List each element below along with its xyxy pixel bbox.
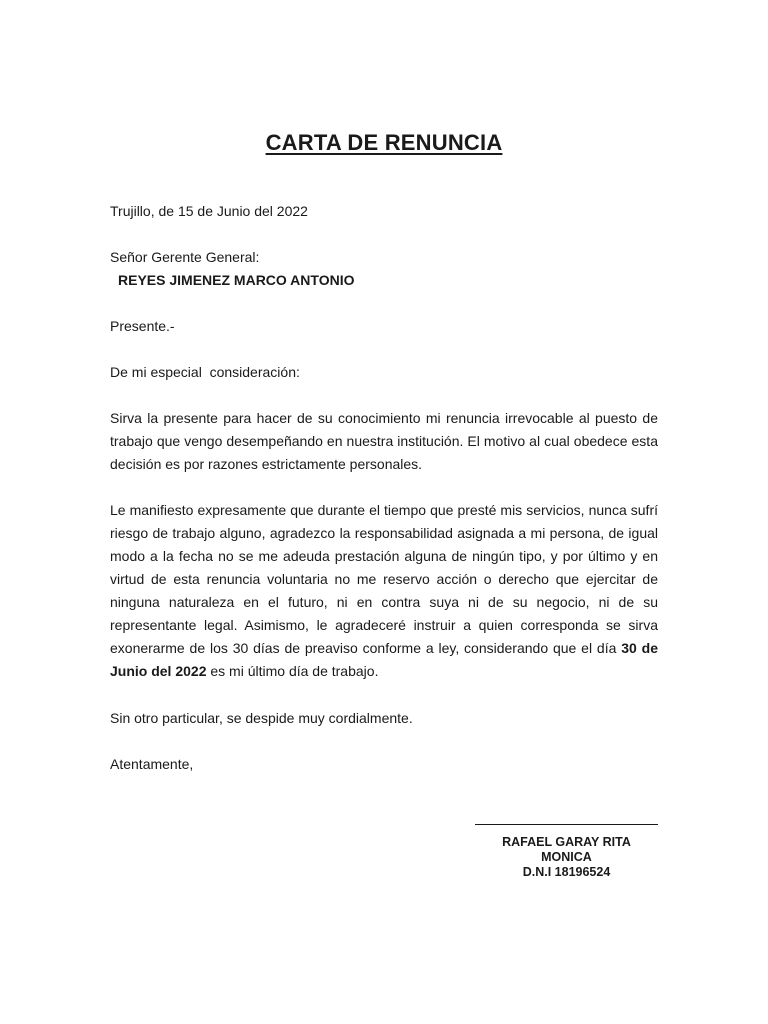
last-day-date: 30 de Junio del 2022 <box>110 640 658 679</box>
paragraph-2-end: es mi último día de trabajo. <box>206 663 379 679</box>
place-date: Trujillo, de 15 de Junio del 2022 <box>110 203 308 219</box>
signature-line <box>475 824 658 825</box>
salutation: De mi especial consideración: <box>110 364 300 380</box>
recipient-name: REYES JIMENEZ MARCO ANTONIO <box>118 272 355 288</box>
recipient-title: Señor Gerente General: <box>110 249 260 265</box>
signer-name-line2: MONICA <box>541 850 592 864</box>
closing-line: Sin otro particular, se despide muy cordialmente. <box>110 710 413 726</box>
signer-name-line1: RAFAEL GARAY RITA <box>502 835 631 849</box>
signature-block <box>475 824 658 880</box>
signer-dni: D.N.I 18196524 <box>522 865 611 879</box>
paragraph-2 <box>110 499 658 683</box>
letter-title: CARTA DE RENUNCIA <box>265 130 503 155</box>
paragraph-1: Sirva la presente para hacer de su conocimiento mi renuncia irrevocable al puesto de trabajo que vengo desempeñando en nuestra institución. El motivo al cual obedece esta decisión es por razones estrictamente personales. <box>110 410 658 472</box>
paragraph-2-text: Le manifiesto expresamente que durante el tiempo que presté mis servicios, nunca sufrí riesgo de trabajo alguno, agradezco la responsabilidad asignada a mi persona, de igual modo a la fecha no se me adeuda prestación alguna de ningún tipo, y por último y en virtud de esta renuncia voluntaria no me reservo acción o derecho que ejercitar de ninguna naturaleza en el futuro, ni en contra suya ni de su negocio, ni de su representante legal. Asimismo, le agradeceré instruir a quien corresponda se sirva exonerarme de los 30 días de preaviso conforme a ley, considerando que el día <box>110 502 658 656</box>
sign-off: Atentamente, <box>110 756 194 772</box>
presente-line: Presente.- <box>110 318 175 334</box>
